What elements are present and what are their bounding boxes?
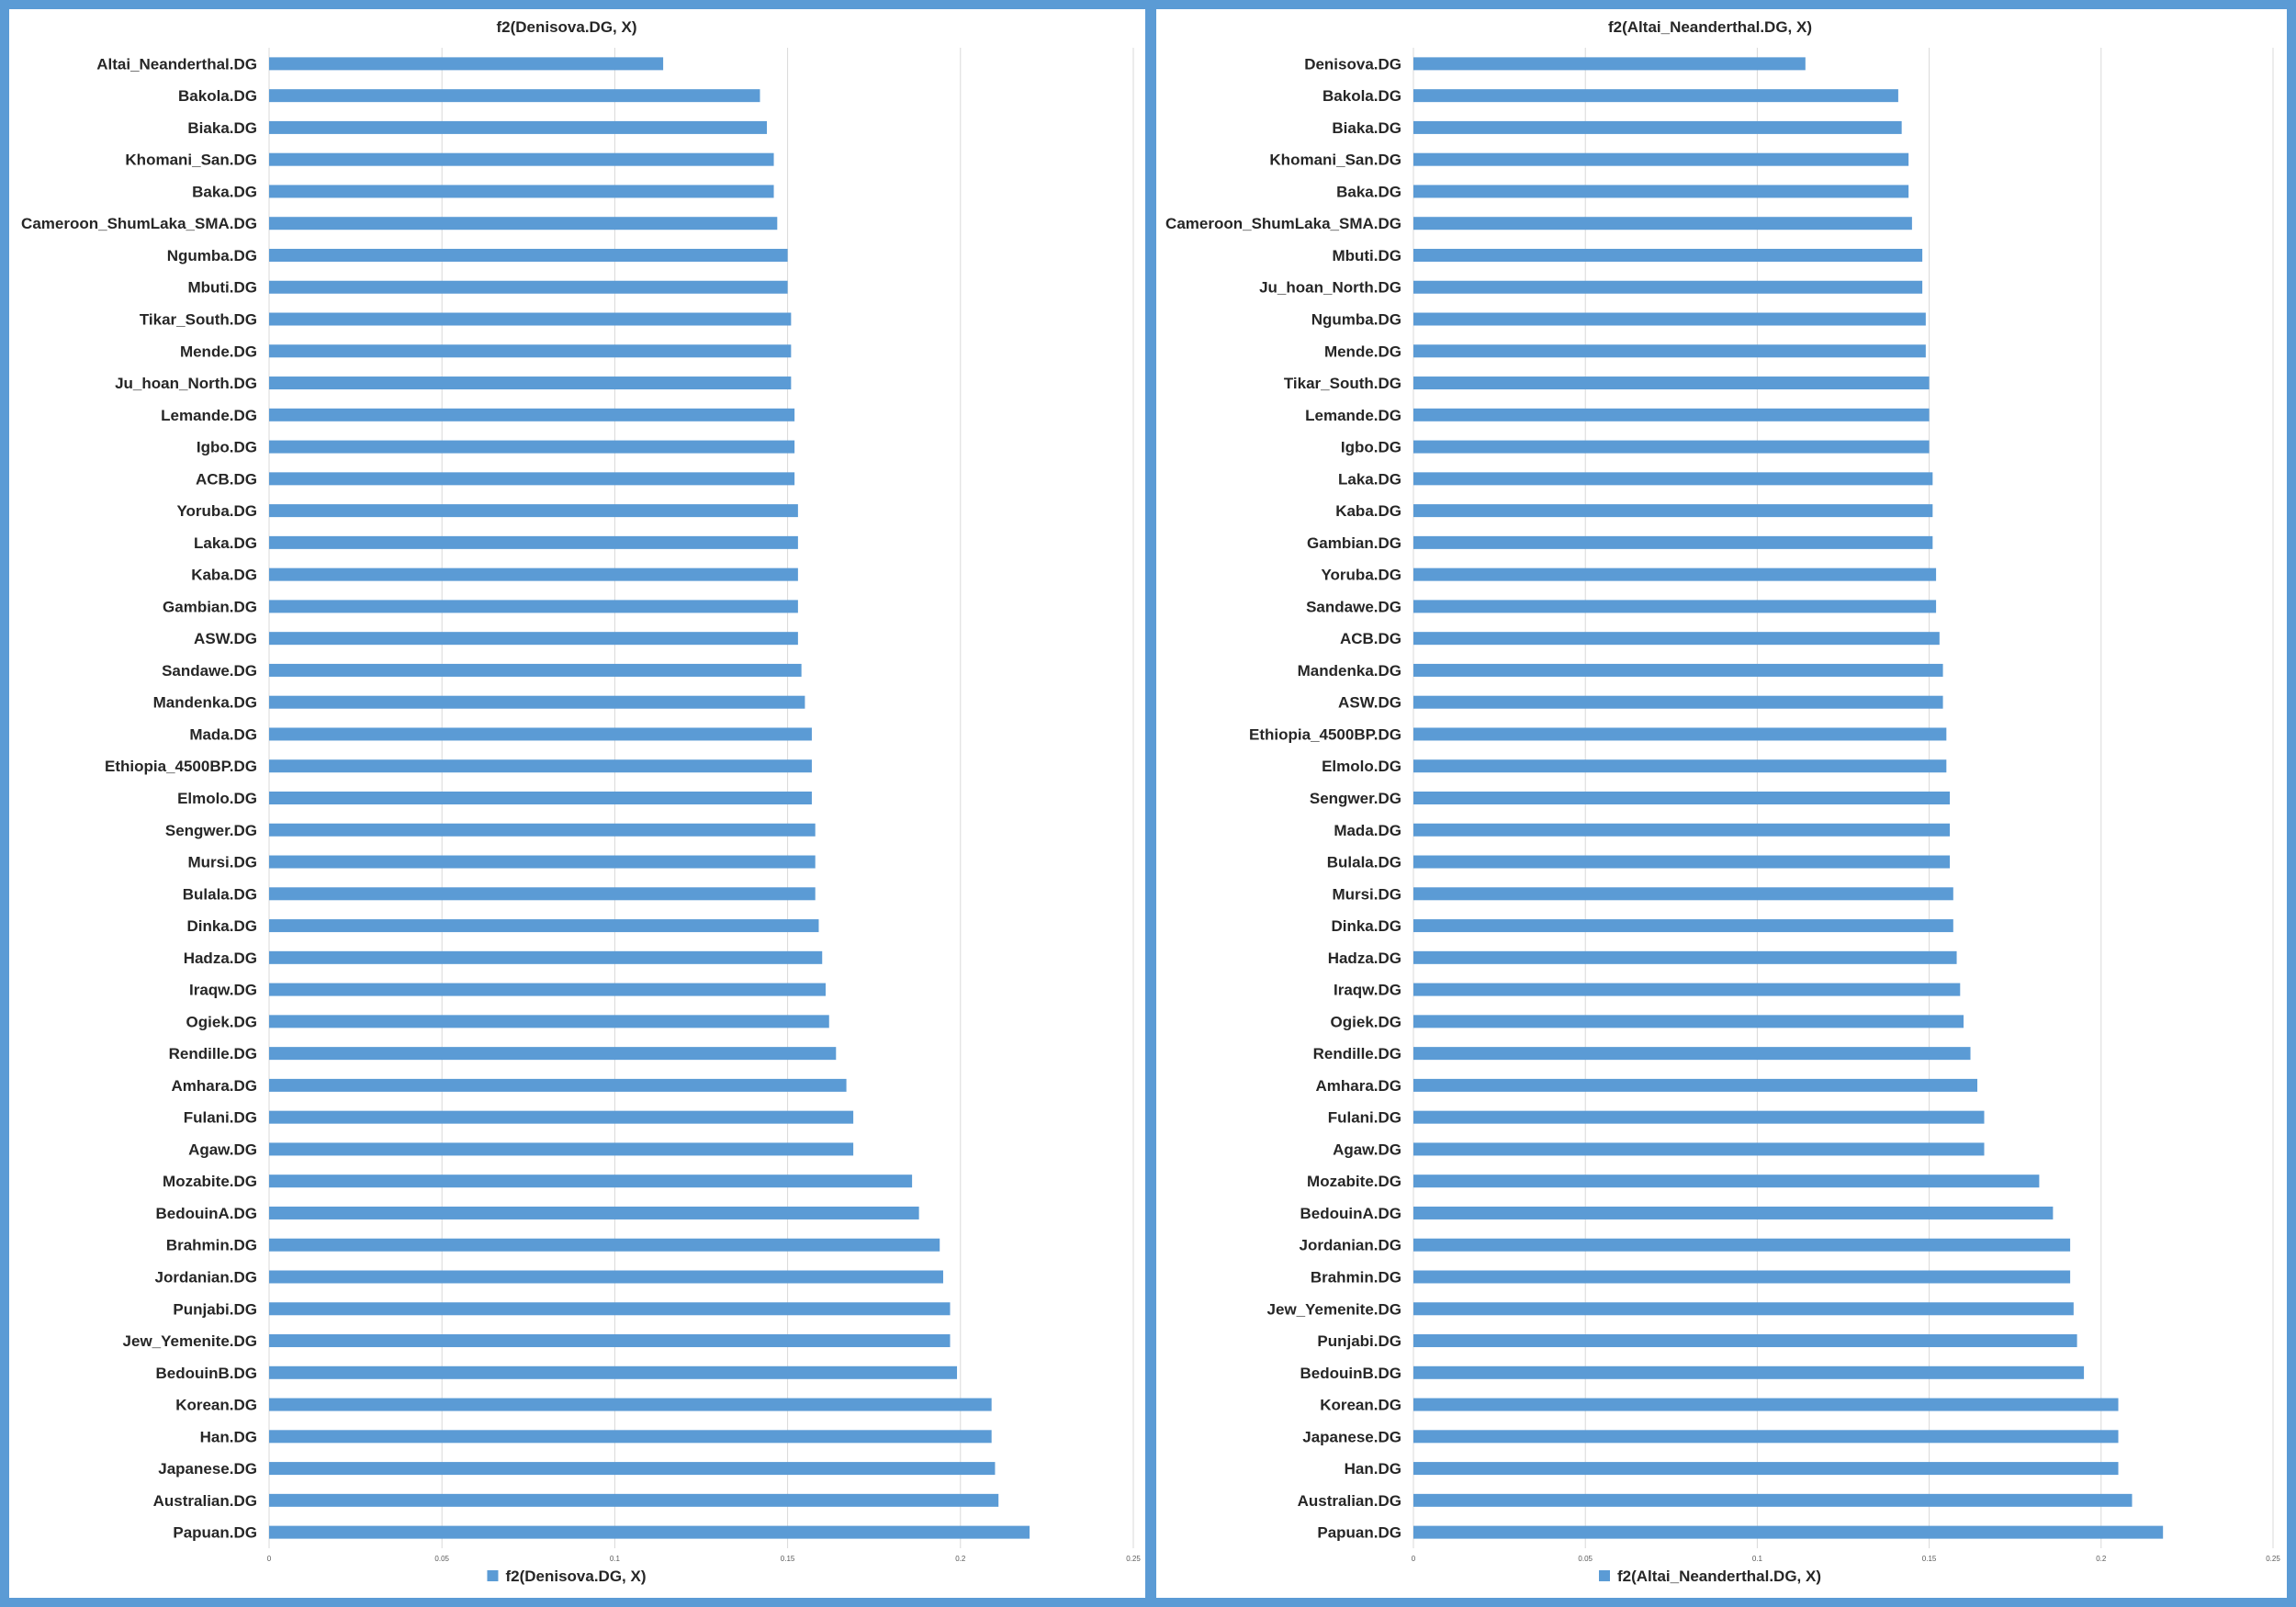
x-tick-label: 0.15 [780,1555,795,1563]
legend [1599,1568,1821,1585]
bar-bulala-dg [1413,856,1950,869]
category-label: Laka.DG [194,534,257,552]
bar-ju-hoan-north-dg [269,376,791,389]
bar-punjabi-dg [269,1302,951,1315]
bar-biaka-dg [269,121,767,134]
bar-mada-dg [269,727,812,740]
category-label: BedouinB.DG [155,1364,257,1382]
category-label: Jew_Yemenite.DG [1266,1300,1401,1319]
x-tick-label: 0.2 [955,1555,966,1563]
bar-mbuti-dg [1413,249,1922,262]
bar-jordanian-dg [269,1270,943,1283]
category-label: ASW.DG [194,630,257,648]
bar-brahmin-dg [1413,1270,2070,1283]
bar-biaka-dg [1413,121,1902,134]
bar-yoruba-dg [1413,568,1936,581]
category-label: Rendille.DG [168,1045,257,1063]
bar-igbo-dg [269,441,794,454]
bar-dinka-dg [269,919,818,932]
category-label: Mandenka.DG [1297,661,1401,680]
bar-altai-neanderthal-dg [269,57,663,70]
bar-lemande-dg [1413,409,1930,421]
category-label: Baka.DG [1336,183,1401,201]
category-label: BedouinA.DG [155,1204,257,1222]
category-label: Mandenka.DG [152,693,257,712]
category-label: Iraqw.DG [189,981,257,999]
bar-bedouina-dg [269,1207,919,1219]
category-label: Mada.DG [189,725,257,744]
bar-agaw-dg [269,1142,853,1155]
bar-han-dg [269,1430,992,1443]
x-tick-label: 0.25 [1126,1555,1141,1563]
legend-swatch [487,1570,498,1581]
bar-sengwer-dg [1413,792,1950,804]
category-label: Jordanian.DG [1299,1236,1401,1254]
category-label: Dinka.DG [1331,917,1401,936]
bar-kaba-dg [269,568,798,581]
chart-denisova [9,9,1145,1598]
category-label: Fulani.DG [1327,1108,1401,1127]
category-label: Bulala.DG [182,885,257,904]
bar-mbuti-dg [269,281,788,294]
category-label: ACB.DG [195,470,257,489]
category-label: Brahmin.DG [165,1236,257,1254]
x-tick-label: 0.25 [2266,1555,2280,1563]
category-label: Kaba.DG [191,566,257,584]
category-label: Mada.DG [1334,821,1401,839]
category-label: Korean.DG [1320,1396,1401,1414]
bar-punjabi-dg [1413,1334,2077,1347]
bar-jew-yemenite-dg [1413,1302,2074,1315]
category-label: Tikar_South.DG [1283,375,1401,393]
bar-han-dg [1413,1462,2119,1475]
category-label: Lemande.DG [161,406,257,424]
bar-bedouina-dg [1413,1207,2053,1219]
category-label: Mursi.DG [1332,885,1401,904]
bar-jordanian-dg [1413,1239,2070,1252]
bar-sandawe-dg [269,664,802,677]
bar-hadza-dg [269,951,822,964]
bar-laka-dg [269,536,798,549]
category-label: Tikar_South.DG [139,310,257,329]
category-label: Sengwer.DG [1309,790,1401,807]
x-tick-label: 0.05 [434,1555,449,1563]
bar-kaba-dg [1413,504,1932,517]
category-label: Mbuti.DG [1332,246,1401,264]
bar-korean-dg [1413,1399,2119,1411]
category-label: Khomani_San.DG [125,151,257,169]
bar-khomani-san-dg [269,153,774,166]
legend-label: f2(Altai_Neanderthal.DG, X) [1617,1568,1821,1585]
bar-yoruba-dg [269,504,798,517]
category-label: Bakola.DG [1322,87,1401,106]
bar-mende-dg [1413,344,1926,357]
category-label: Korean.DG [175,1396,257,1414]
category-label: Gambian.DG [1307,534,1401,552]
category-label: Elmolo.DG [177,790,257,807]
bar-korean-dg [269,1399,992,1411]
bar-mada-dg [1413,824,1950,837]
bar-cameroon-shumlaka-sma-dg [1413,217,1912,230]
category-label: Hadza.DG [183,949,257,967]
chart-title: f2(Denisova.DG, X) [496,18,637,36]
bar-rendille-dg [269,1047,836,1060]
category-label: Yoruba.DG [176,502,257,521]
category-label: Altai_Neanderthal.DG [96,55,257,73]
category-label: Australian.DG [152,1491,257,1510]
bar-japanese-dg [1413,1430,2119,1443]
bar-gambian-dg [269,600,798,612]
category-label: BedouinB.DG [1300,1364,1401,1382]
category-label: BedouinA.DG [1300,1204,1401,1222]
bar-ethiopia-4500bp-dg [269,759,812,772]
bar-bedouinb-dg [1413,1366,2084,1379]
bar-dinka-dg [1413,919,1953,932]
x-tick-label: 0.15 [1921,1555,1937,1563]
bar-ogiek-dg [1413,1015,1964,1028]
category-label: Laka.DG [1338,470,1401,489]
category-label: Mbuti.DG [187,278,257,297]
chart-panel-denisova [9,9,1145,1598]
category-label: Fulani.DG [183,1108,257,1127]
bar-ogiek-dg [269,1015,829,1028]
bar-agaw-dg [1413,1142,1985,1155]
legend-label: f2(Denisova.DG, X) [505,1568,647,1585]
bar-iraqw-dg [1413,983,1960,996]
category-label: Mende.DG [1323,343,1401,361]
category-label: Punjabi.DG [173,1300,257,1319]
category-label: Hadza.DG [1327,949,1401,967]
category-label: Sandawe.DG [1306,598,1401,616]
chart-title: f2(Altai_Neanderthal.DG, X) [1608,18,1812,36]
bar-ethiopia-4500bp-dg [1413,727,1946,740]
bar-fulani-dg [269,1111,853,1124]
category-label: Bulala.DG [1326,853,1401,871]
category-label: Han.DG [199,1428,257,1446]
x-tick-label: 0 [1411,1555,1416,1563]
category-label: Mursi.DG [187,853,257,871]
bar-japanese-dg [269,1462,995,1475]
category-label: Sandawe.DG [162,661,257,680]
category-label: Lemande.DG [1305,406,1401,424]
bar-mursi-dg [1413,887,1953,900]
category-label: Yoruba.DG [1321,566,1401,584]
category-label: Dinka.DG [186,917,257,936]
x-tick-label: 0 [266,1555,272,1563]
bar-bakola-dg [269,89,760,102]
bar-tikar-south-dg [1413,376,1930,389]
category-label: Biaka.DG [1332,118,1401,137]
category-label: Bakola.DG [178,87,257,106]
bar-papuan-dg [1413,1526,2163,1539]
category-label: Papuan.DG [173,1523,257,1542]
bar-fulani-dg [1413,1111,1985,1124]
bar-sengwer-dg [269,824,816,837]
bar-denisova-dg [1413,57,1806,70]
bar-baka-dg [269,185,774,197]
category-label: Agaw.DG [188,1141,257,1159]
bar-elmolo-dg [1413,759,1946,772]
category-label: Papuan.DG [1317,1523,1401,1542]
bar-bedouinb-dg [269,1366,957,1379]
bar-mende-dg [269,344,791,357]
category-label: Ogiek.DG [1330,1013,1401,1031]
category-label: Ju_hoan_North.DG [115,375,257,393]
category-label: Khomani_San.DG [1269,151,1401,169]
bar-baka-dg [1413,185,1908,197]
category-label: Amhara.DG [1315,1076,1401,1095]
category-label: ASW.DG [1338,693,1401,712]
bar-gambian-dg [1413,536,1932,549]
bar-bakola-dg [1413,89,1898,102]
bar-mandenka-dg [1413,664,1943,677]
bar-australian-dg [269,1494,998,1507]
category-label: Igbo.DG [196,438,257,456]
category-label: Brahmin.DG [1310,1268,1401,1287]
bar-ngumba-dg [1413,313,1926,326]
x-tick-label: 0.05 [1578,1555,1593,1563]
category-label: Ethiopia_4500BP.DG [105,758,257,776]
bar-ngumba-dg [269,249,788,262]
x-tick-label: 0.1 [1751,1555,1762,1563]
category-label: ACB.DG [1339,630,1401,648]
category-label: Iraqw.DG [1334,981,1401,999]
bar-mursi-dg [269,856,816,869]
category-label: Amhara.DG [171,1076,257,1095]
category-label: Ogiek.DG [186,1013,257,1031]
category-label: Cameroon_ShumLaka_SMA.DG [1165,215,1401,233]
bar-asw-dg [1413,696,1943,709]
bar-australian-dg [1413,1494,2132,1507]
bar-laka-dg [1413,472,1932,485]
bar-tikar-south-dg [269,313,791,326]
category-label: Ju_hoan_North.DG [1259,278,1401,297]
category-label: Jew_Yemenite.DG [122,1332,257,1351]
bar-mozabite-dg [1413,1174,2039,1187]
category-label: Jordanian.DG [154,1268,257,1287]
category-label: Ngumba.DG [166,246,257,264]
category-label: Mende.DG [179,343,257,361]
category-label: Kaba.DG [1335,502,1401,521]
category-label: Australian.DG [1297,1491,1401,1510]
category-label: Han.DG [1344,1460,1401,1478]
bar-cameroon-shumlaka-sma-dg [269,217,777,230]
bar-jew-yemenite-dg [269,1334,951,1347]
category-label: Ngumba.DG [1311,310,1401,329]
category-label: Japanese.DG [158,1460,257,1478]
legend [487,1568,646,1585]
bar-rendille-dg [1413,1047,1971,1060]
bar-amhara-dg [269,1079,847,1092]
bar-khomani-san-dg [1413,153,1908,166]
bar-igbo-dg [1413,441,1930,454]
category-label: Denisova.DG [1304,55,1401,73]
category-label: Gambian.DG [163,598,257,616]
category-label: Igbo.DG [1340,438,1401,456]
category-label: Biaka.DG [187,118,257,137]
category-label: Mozabite.DG [163,1173,257,1191]
bar-hadza-dg [1413,951,1957,964]
category-label: Rendille.DG [1312,1045,1401,1063]
bar-mandenka-dg [269,696,805,709]
bar-papuan-dg [269,1526,1030,1539]
category-label: Punjabi.DG [1317,1332,1401,1351]
bar-amhara-dg [1413,1079,1977,1092]
category-label: Sengwer.DG [164,821,257,839]
bar-acb-dg [269,472,794,485]
bar-elmolo-dg [269,792,812,804]
chart-altai-neanderthal [1156,9,2287,1598]
bar-sandawe-dg [1413,600,1936,612]
bar-iraqw-dg [269,983,826,996]
category-label: Elmolo.DG [1322,758,1401,776]
bar-ju-hoan-north-dg [1413,281,1922,294]
category-label: Mozabite.DG [1307,1173,1401,1191]
category-label: Cameroon_ShumLaka_SMA.DG [21,215,257,233]
bar-mozabite-dg [269,1174,912,1187]
category-label: Agaw.DG [1333,1141,1401,1159]
bar-acb-dg [1413,632,1940,645]
category-label: Baka.DG [192,183,257,201]
x-tick-label: 0.1 [609,1555,620,1563]
bar-bulala-dg [269,887,816,900]
category-label: Ethiopia_4500BP.DG [1249,725,1401,744]
bar-brahmin-dg [269,1239,940,1252]
legend-swatch [1599,1570,1610,1581]
bar-lemande-dg [269,409,794,421]
chart-panel-altai-neanderthal [1156,9,2287,1598]
x-tick-label: 0.2 [2096,1555,2107,1563]
bar-asw-dg [269,632,798,645]
category-label: Japanese.DG [1302,1428,1401,1446]
